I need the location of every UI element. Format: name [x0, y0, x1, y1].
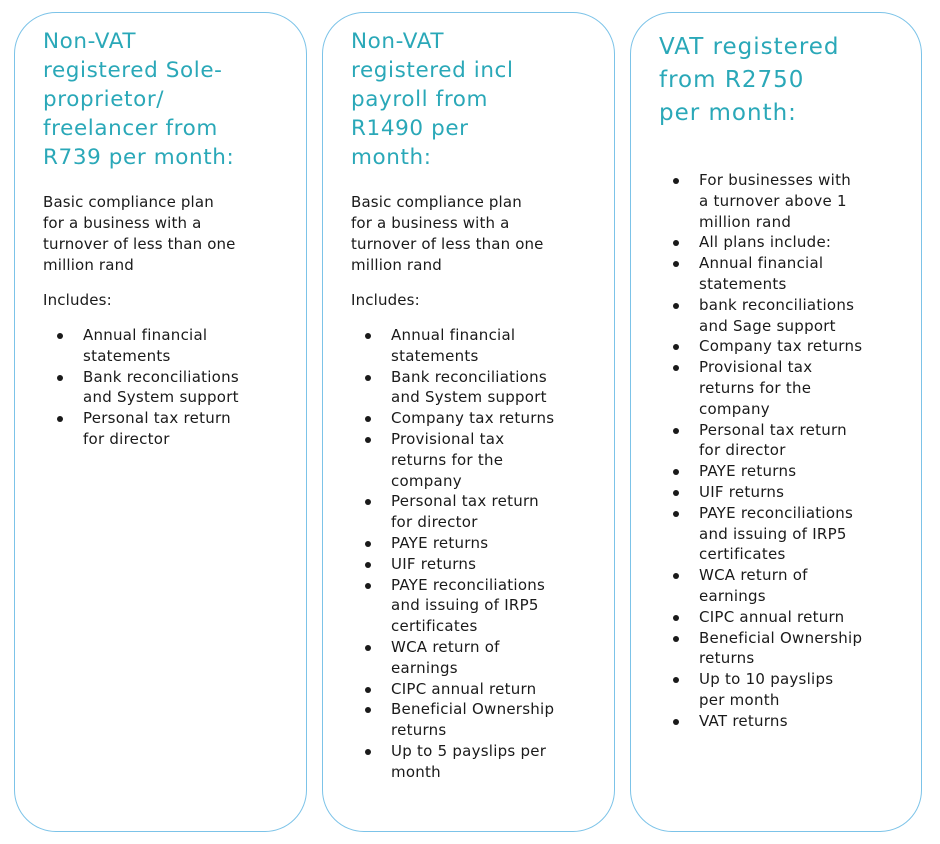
feature-item [365, 533, 600, 554]
bullet-icon [365, 687, 371, 693]
feature-item [365, 575, 600, 637]
feature-text: CIPC annual return [391, 679, 537, 698]
feature-item [673, 461, 907, 482]
feature-item [673, 628, 907, 670]
bullet-icon [673, 573, 679, 579]
bullet-icon [365, 541, 371, 547]
bullet-icon [673, 511, 679, 517]
bullet-icon [673, 240, 679, 246]
feature-text: Bank reconciliations and System support [391, 367, 547, 407]
feature-text: Provisional tax returns for the company [699, 358, 813, 418]
feature-item [673, 253, 907, 295]
bullet-icon [57, 416, 63, 422]
includes-label: Includes: [43, 291, 112, 309]
bullet-icon [365, 437, 371, 443]
bullet-icon [673, 636, 679, 642]
feature-text: All plans include: [699, 233, 832, 252]
feature-item [673, 420, 907, 462]
plan-title: Non-VAT registered incl payroll from R1490 per month: [351, 29, 514, 170]
bullet-icon [365, 499, 371, 505]
feature-item [365, 491, 600, 533]
bullet-icon [365, 645, 371, 651]
bullet-icon [365, 375, 371, 381]
feature-text: PAYE returns [391, 533, 489, 552]
feature-item [365, 741, 600, 783]
feature-item [673, 357, 907, 419]
feature-text: VAT returns [699, 711, 788, 730]
bullet-icon [673, 428, 679, 434]
feature-text: Annual financial statements [83, 326, 208, 365]
feature-item [57, 408, 292, 450]
feature-text: Beneficial Ownership returns [699, 628, 863, 668]
feature-item [673, 232, 907, 253]
bullet-icon [673, 469, 679, 475]
feature-text: Up to 5 payslips per month [391, 741, 547, 781]
bullet-icon [673, 615, 679, 621]
bullet-icon [57, 333, 63, 339]
feature-item [57, 325, 292, 367]
feature-text: PAYE reconciliations and issuing of IRP5 certificates [391, 575, 546, 636]
feature-list [43, 325, 292, 450]
feature-item [673, 336, 907, 357]
feature-text: Personal tax return for director [391, 492, 539, 532]
feature-item [673, 711, 907, 732]
plan-description: Basic compliance plan for a business with a turnover of less than one million rand [43, 193, 236, 274]
feature-text: Company tax returns [699, 337, 863, 356]
feature-item [365, 367, 600, 409]
plan-card-sole-proprietor [14, 12, 307, 832]
feature-text: Personal tax return for director [699, 420, 847, 460]
feature-text: For businesses with a turnover above 1 million rand [699, 171, 851, 231]
feature-text: CIPC annual return [699, 607, 845, 626]
feature-item [365, 637, 600, 679]
feature-text: UIF returns [391, 554, 477, 573]
feature-text: PAYE reconciliations and issuing of IRP5 certificates [699, 503, 854, 564]
feature-item [673, 669, 907, 711]
bullet-icon [365, 416, 371, 422]
feature-item [673, 482, 907, 503]
plan-card-payroll [322, 12, 615, 832]
feature-item [57, 367, 292, 409]
feature-text: UIF returns [699, 482, 785, 501]
feature-item [365, 429, 600, 491]
feature-item [365, 699, 600, 741]
feature-item [365, 325, 600, 367]
feature-item [673, 607, 907, 628]
bullet-icon [365, 562, 371, 568]
feature-text: Annual financial statements [391, 326, 516, 365]
bullet-icon [673, 365, 679, 371]
bullet-icon [673, 261, 679, 267]
feature-text: Bank reconciliations and System support [83, 367, 239, 407]
feature-text: bank reconciliations and Sage support [699, 295, 855, 335]
bullet-icon [365, 333, 371, 339]
feature-text: WCA return of earnings [699, 566, 808, 605]
feature-list [351, 325, 600, 783]
bullet-icon [673, 490, 679, 496]
feature-list [659, 170, 907, 732]
feature-text: WCA return of earnings [391, 637, 500, 677]
bullet-icon [57, 375, 63, 381]
feature-item [673, 170, 907, 232]
feature-text: Provisional tax returns for the company [391, 429, 505, 490]
feature-text: Up to 10 payslips per month [699, 670, 834, 709]
bullet-icon [673, 178, 679, 184]
feature-item [365, 679, 600, 700]
bullet-icon [673, 677, 679, 683]
bullet-icon [673, 344, 679, 350]
bullet-icon [365, 583, 371, 589]
feature-item [673, 503, 907, 565]
feature-item [673, 565, 907, 607]
feature-text: Annual financial statements [699, 254, 824, 293]
bullet-icon [673, 303, 679, 309]
feature-text: PAYE returns [699, 462, 797, 481]
feature-item [365, 554, 600, 575]
bullet-icon [365, 749, 371, 755]
plan-description: Basic compliance plan for a business with a turnover of less than one million rand [351, 193, 544, 274]
bullet-icon [365, 707, 371, 713]
feature-text: Beneficial Ownership returns [391, 700, 555, 740]
plan-title: VAT registered from R2750 per month: [659, 34, 840, 126]
bullet-icon [673, 719, 679, 725]
feature-text: Company tax returns [391, 409, 555, 428]
includes-label: Includes: [351, 291, 420, 309]
plan-card-vat-registered [630, 12, 922, 832]
plan-title: Non-VAT registered Sole- proprietor/ freelancer from R739 per month: [43, 29, 235, 170]
feature-text: Personal tax return for director [83, 409, 231, 448]
feature-item [673, 295, 907, 337]
feature-item [365, 408, 600, 429]
